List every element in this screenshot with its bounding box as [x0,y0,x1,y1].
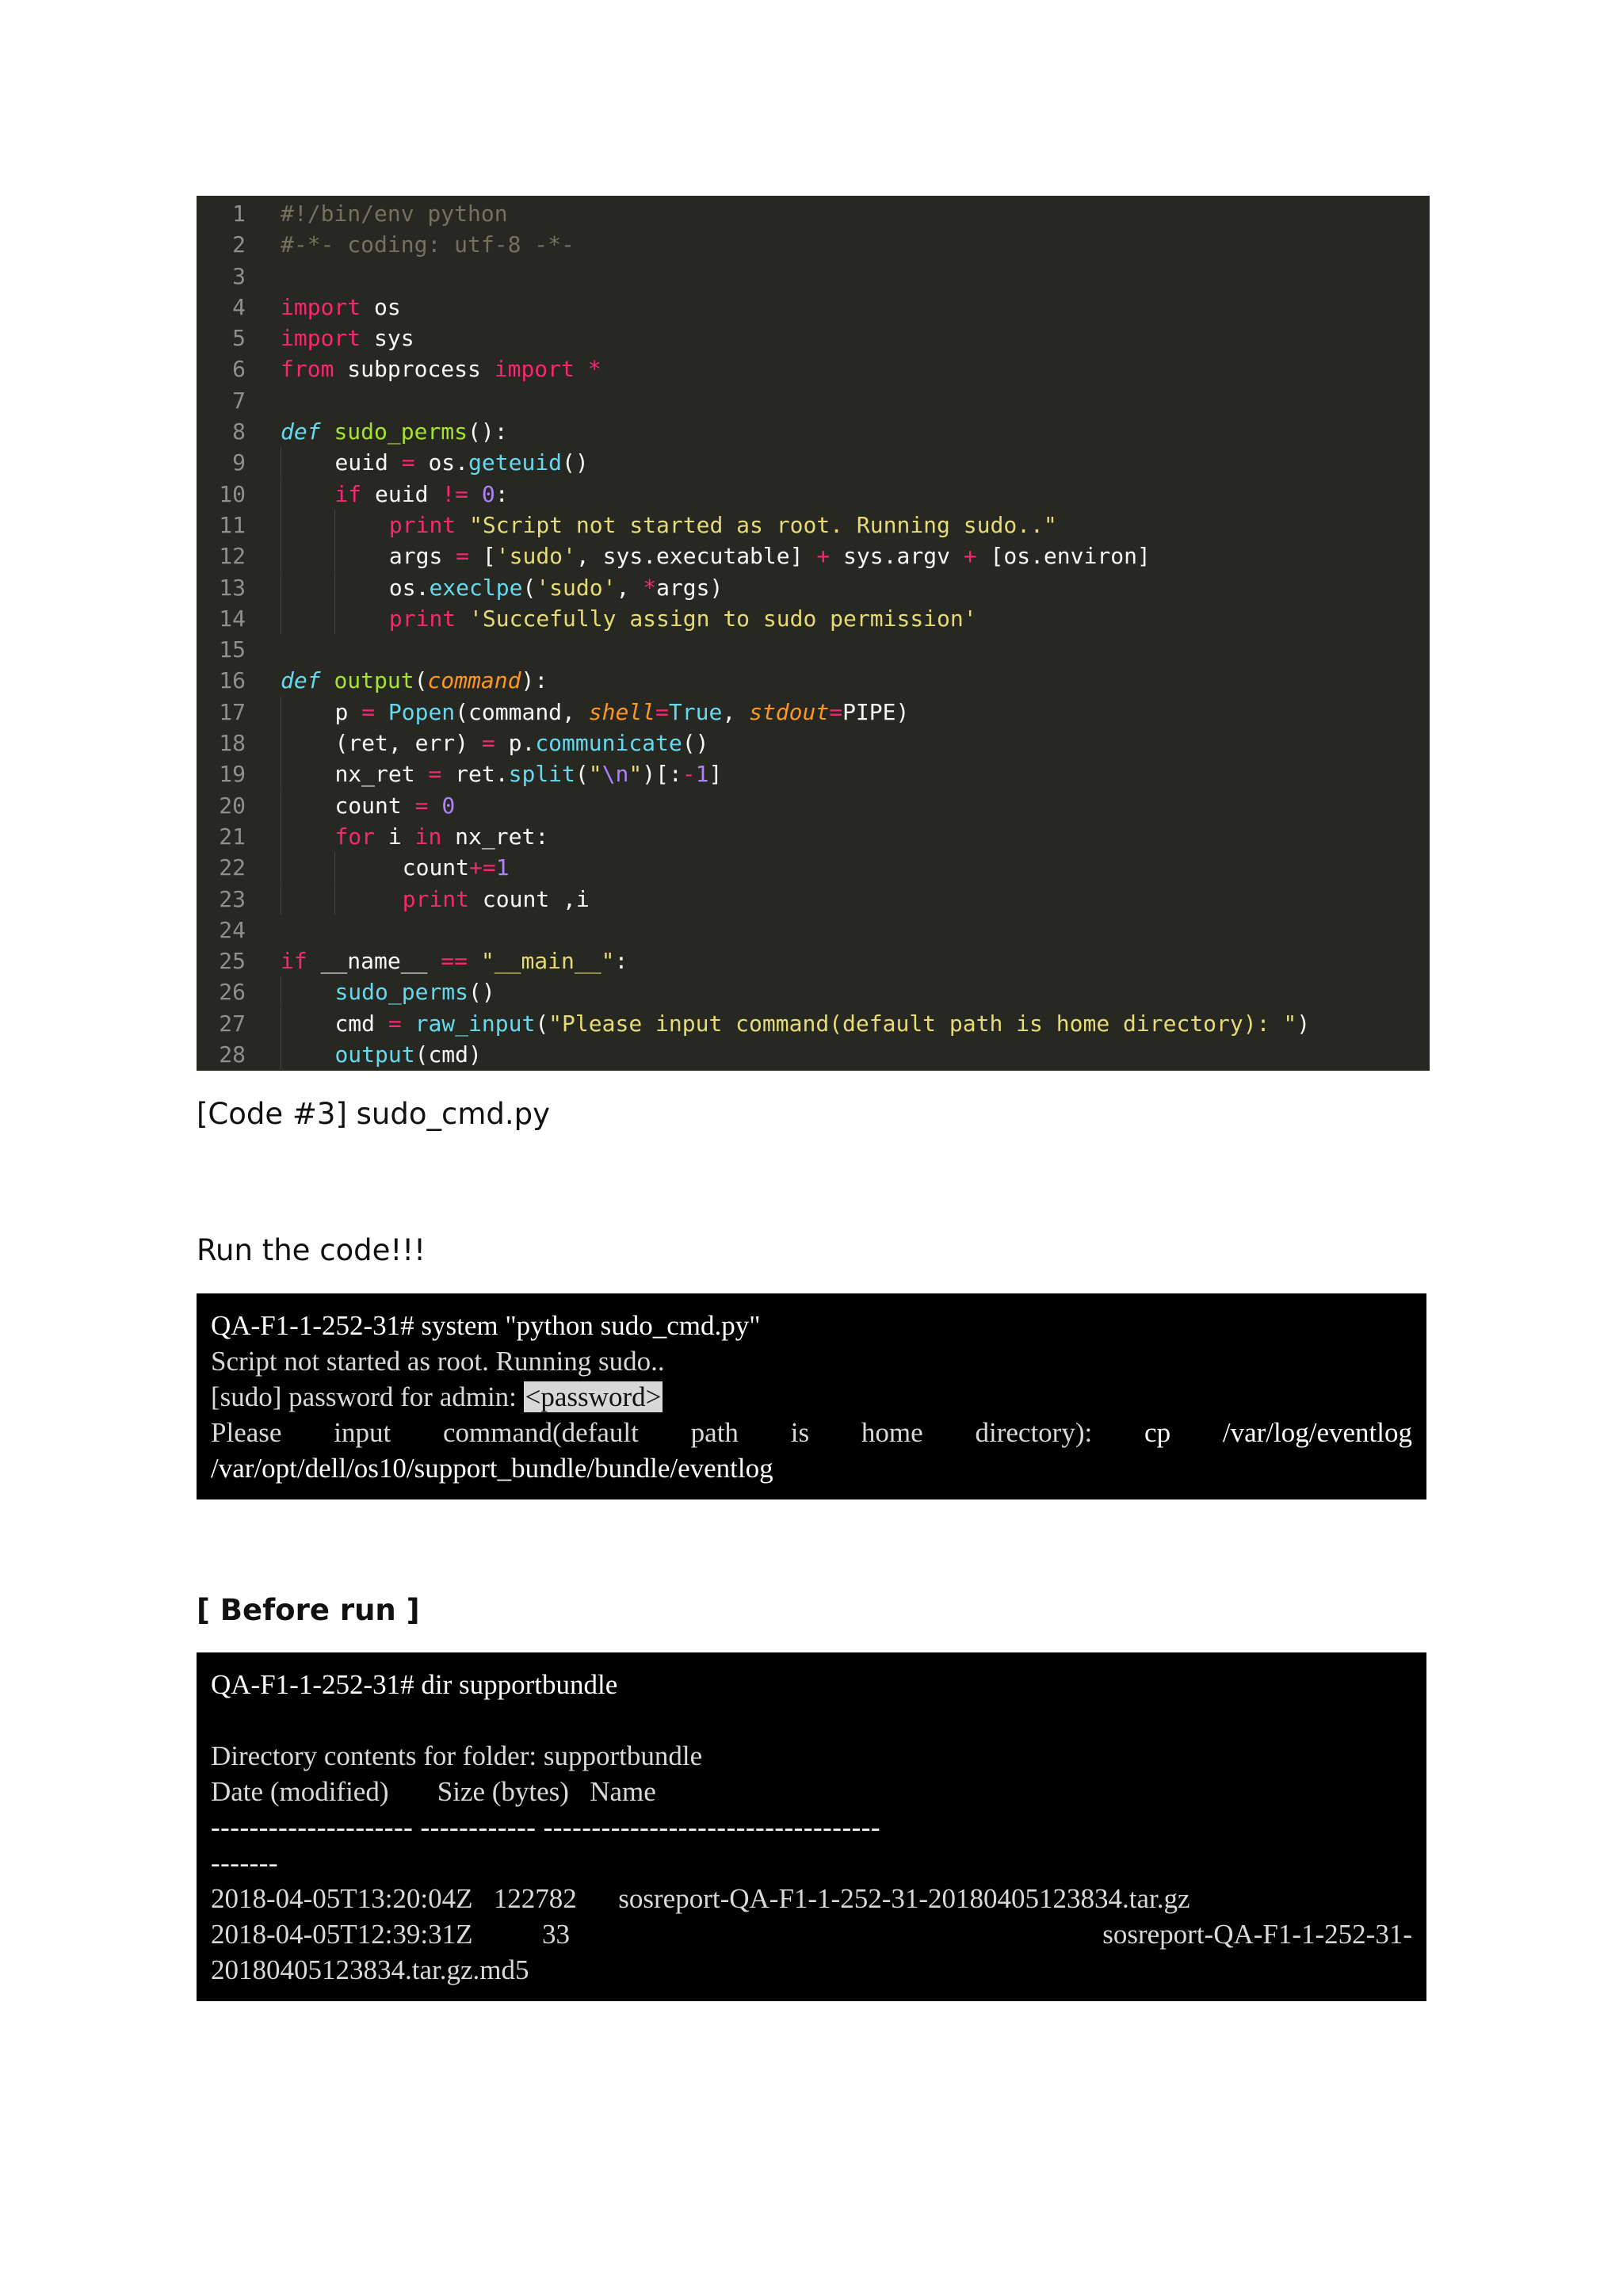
code-token: stdout [749,698,830,725]
code-token: == [441,948,468,975]
code-token: * [643,574,657,601]
directory-row: 2018-04-05T13:20:04Z 122782 sosreport-QA-F1-1-252-31-20180405123834.tar.gz [211,1883,1190,1914]
code-text [246,915,1430,946]
separator-line: --------------------- ------------ ----------------------------------- [211,1812,881,1843]
indent-space [335,854,402,881]
separator-wrap: ------- [211,1847,279,1878]
indent-space [281,979,334,1005]
indent-space [335,575,388,601]
code-line [197,198,1430,229]
code-line [197,541,1430,571]
code-token: " [628,761,643,788]
code-token: def [281,418,321,445]
code-caption: [Code #3] sudo_cmd.py [197,1097,551,1131]
code-token: "Script not started as root. Running sudo.." [469,511,1057,538]
code-token: 1 [695,761,709,788]
code-token: += [469,854,496,881]
line-number: 11 [219,511,246,538]
run-caption: Run the code!!! [197,1233,426,1267]
code-text [246,292,1430,323]
code-token: output [334,1041,415,1068]
code-line [197,353,1430,384]
code-token: execlpe [429,574,523,601]
code-token: PIPE) [842,698,910,725]
code-line [197,884,1430,915]
code-text [246,1008,1430,1039]
terminal-word: path [690,1417,739,1448]
code-token: count [334,792,415,819]
code-token: - [682,761,696,788]
line-number: 1 [232,201,246,227]
terminal-line: /var/opt/dell/os10/support_bundle/bundle/eventlog [211,1453,773,1484]
code-line [197,976,1430,1007]
code-text [246,323,1430,353]
indent-space [281,543,334,569]
code-line [197,946,1430,976]
code-token: (cmd) [414,1041,482,1068]
indent-space [281,886,334,912]
terminal-line [211,1667,1412,1702]
terminal-word: input [334,1417,391,1448]
terminal-word: cp [1144,1417,1171,1448]
code-token [375,699,388,725]
code-token: \n [601,761,629,788]
indent-space [335,512,388,538]
code-text [246,572,1430,603]
code-token: command [427,667,521,694]
code-token: communicate [535,730,682,757]
code-token: [ [469,543,496,570]
code-token: + [816,543,831,570]
indent-space [281,481,334,507]
code-token: " [588,761,602,788]
line-number: 5 [232,325,246,352]
code-line [197,821,1430,852]
code-token: )[: [642,761,682,788]
line-number: 9 [232,449,246,476]
code-line [197,292,1430,323]
code-token: , sys.executable] [575,543,817,570]
indent-space [281,823,334,850]
code-token: from [281,356,334,383]
shell-command: system "python sudo_cmd.py" [414,1310,761,1341]
indent-space [281,606,334,632]
password-placeholder: <password> [525,1381,662,1412]
code-text [246,447,1430,478]
code-line [197,479,1430,510]
password-prompt: [sudo] password for admin: [211,1381,524,1412]
code-token: args [388,543,456,570]
code-token: != [441,480,469,507]
code-token: Popen [388,698,456,725]
shell-prompt: QA-F1-1-252-31# [211,1310,414,1341]
code-line [197,416,1430,447]
line-number: 20 [219,792,246,819]
line-number: 7 [232,387,246,414]
code-token: , [722,698,750,725]
code-token: (ret, err) [334,730,482,757]
indent-space [281,854,334,881]
indent-space [281,699,334,725]
code-token [428,793,441,819]
indent-space [281,1041,334,1068]
code-text [246,697,1430,728]
code-text [246,385,1430,416]
code-token: nx_ret [334,761,429,788]
code-text [246,603,1430,634]
code-token: = [481,730,495,757]
code-token: * [587,356,601,383]
code-text [246,946,1430,976]
code-token: os. [414,449,469,476]
code-token [321,667,334,693]
code-token: sys.argv [830,543,964,570]
code-token: sudo_perms [334,979,469,1006]
code-token: import [281,293,361,320]
code-token: subprocess [334,356,495,383]
line-number: 3 [232,262,246,289]
code-token: count ,i [469,885,590,912]
code-token: () [468,979,495,1006]
code-token: shell [588,698,656,725]
code-token: 'Succefully assign to sudo permission' [469,605,977,632]
code-token: "__main__" [480,948,615,975]
shell-prompt: QA-F1-1-252-31# [211,1669,414,1700]
code-token: if [281,948,307,975]
code-line [197,261,1430,292]
code-token: count [402,854,470,881]
code-token: = [401,449,415,476]
code-token: output [334,667,414,694]
code-token [321,418,334,445]
line-number: 4 [232,293,246,320]
indent-space [281,512,334,538]
code-text [246,884,1430,915]
code-token: args) [656,574,724,601]
code-token: euid [361,480,442,507]
code-token [468,481,482,507]
code-token [468,948,481,974]
code-token: = [655,698,669,725]
code-text [246,728,1430,758]
code-token: = [414,792,429,819]
indent-space [281,1010,334,1037]
code-token: cmd [334,1010,388,1037]
code-text [246,541,1430,571]
code-token: __name__ [307,948,441,975]
row-date-size: 2018-04-05T12:39:31Z 33 [211,1919,571,1950]
terminal-run-output [197,1293,1426,1499]
code-text [246,416,1430,447]
line-number: 16 [219,667,246,694]
code-line [197,697,1430,728]
directory-row-wrap: 20180405123834.tar.gz.md5 [211,1954,529,1985]
columns-header: Date (modified) Size (bytes) Name [211,1776,656,1807]
line-number: 15 [219,636,246,663]
code-text [246,976,1430,1007]
code-token: : [614,948,628,975]
code-token: 1 [495,854,510,881]
code-line [197,790,1430,821]
code-text [246,261,1430,292]
code-token: = [456,543,470,570]
code-line [197,1008,1430,1039]
code-token: split [508,761,575,788]
line-number: 28 [219,1041,246,1068]
code-line [197,229,1430,260]
code-text [246,353,1430,384]
line-number: 21 [219,823,246,850]
code-token: import [494,356,575,383]
terminal-line [211,1379,1412,1415]
code-token: ( [522,574,537,601]
code-token: p. [495,730,536,757]
line-number: 14 [219,605,246,632]
indent-space [281,761,334,787]
code-token: = [428,761,442,788]
code-token: p [334,698,362,725]
code-token: = [388,1010,402,1037]
code-token: import [281,325,361,352]
code-line [197,385,1430,416]
code-token: ( [535,1010,549,1037]
line-number: 13 [219,574,246,601]
terminal-before-run [197,1652,1426,2001]
code-token: raw_input [414,1010,536,1037]
code-token: def [281,667,321,694]
terminal-word: command(default [443,1417,639,1448]
terminal-blank-line [211,1702,1412,1738]
code-token [575,356,588,382]
directory-header: Directory contents for folder: supportbundle [211,1740,703,1771]
directory-row [211,1916,1412,1952]
indent-space [335,606,388,632]
code-line [197,1039,1430,1070]
terminal-line: Script not started as root. Running sudo.. [211,1346,665,1377]
code-text [246,790,1430,821]
terminal-line-justified [211,1415,1412,1450]
indent-space [281,575,334,601]
code-token: , [616,574,643,601]
code-token: 'sudo' [495,543,576,570]
code-token: i [375,823,415,850]
code-text [246,821,1430,852]
line-number: 2 [232,231,246,258]
code-token: geteuid [468,449,563,476]
terminal-word: home [861,1417,923,1448]
line-number: 24 [219,916,246,943]
line-number: 12 [219,543,246,570]
line-number: 8 [232,418,246,445]
code-line [197,728,1430,758]
code-token: print [388,511,456,538]
line-number: 18 [219,730,246,757]
code-text [246,758,1430,789]
indent-space [281,793,334,819]
code-token: print [388,605,456,632]
code-token: ret. [441,761,509,788]
code-token: True [668,698,723,725]
code-token: (): [468,418,508,445]
indent-space [281,730,334,756]
code-token: = [361,698,376,725]
terminal-word: is [790,1417,810,1448]
line-number: 27 [219,1010,246,1037]
code-token: + [963,543,977,570]
code-line [197,915,1430,946]
terminal-word: Please [211,1417,282,1448]
code-editor-screenshot [197,196,1430,1071]
code-token: #-*- coding: utf-8 -*- [281,231,575,258]
line-number: 26 [219,979,246,1006]
code-token: "Please input command(default path is home directory): " [548,1010,1297,1037]
line-number: 19 [219,761,246,788]
code-token: = [829,698,843,725]
indent-space [335,886,402,912]
code-token: (command, [455,698,589,725]
code-text [246,1039,1430,1070]
indent-space [335,543,388,569]
code-token: nx_ret: [441,823,549,850]
terminal-word: directory): [975,1417,1093,1448]
code-token: 0 [481,480,495,507]
indent-space [281,449,334,476]
code-token: os [361,293,401,320]
code-line [197,510,1430,541]
code-token: : [495,480,509,507]
line-number: 23 [219,885,246,912]
code-token: for [334,823,376,850]
code-text [246,665,1430,696]
code-text [246,852,1430,883]
code-token: [os.environ] [976,543,1151,570]
line-number: 10 [219,480,246,507]
line-number: 17 [219,698,246,725]
code-token: if [334,480,362,507]
code-token: 0 [441,792,456,819]
terminal-line [211,1308,1412,1343]
code-token: ] [708,761,723,788]
before-run-heading: [ Before run ] [197,1593,420,1627]
code-line [197,852,1430,883]
code-line [197,603,1430,634]
code-token: () [682,730,709,757]
code-line [197,758,1430,789]
line-number: 6 [232,356,246,383]
code-text [246,198,1430,229]
code-token: sys [361,325,414,352]
code-token: () [562,449,589,476]
code-token: sudo_perms [334,418,468,445]
code-token: 'sudo' [536,574,617,601]
code-line [197,572,1430,603]
code-token: ) [1296,1010,1311,1037]
code-line [197,665,1430,696]
code-token: in [414,823,442,850]
code-token: euid [334,449,402,476]
line-number: 25 [219,948,246,975]
code-line [197,323,1430,353]
code-token: ( [414,667,428,694]
code-token: #!/bin/env python [281,201,508,227]
code-line [197,447,1430,478]
code-token: os. [388,574,430,601]
code-token: ): [521,667,548,694]
terminal-word: /var/log/eventlog [1222,1417,1412,1448]
code-text [246,510,1430,541]
code-line [197,634,1430,665]
code-text [246,634,1430,665]
code-token: print [402,885,470,912]
shell-command: dir supportbundle [414,1669,618,1700]
code-text [246,479,1430,510]
code-token: ( [575,761,589,788]
row-name: sosreport-QA-F1-1-252-31- [1102,1919,1412,1950]
code-token [456,606,469,632]
code-token [456,512,469,538]
line-number: 22 [219,854,246,881]
code-text [246,229,1430,260]
code-token [402,1010,415,1037]
